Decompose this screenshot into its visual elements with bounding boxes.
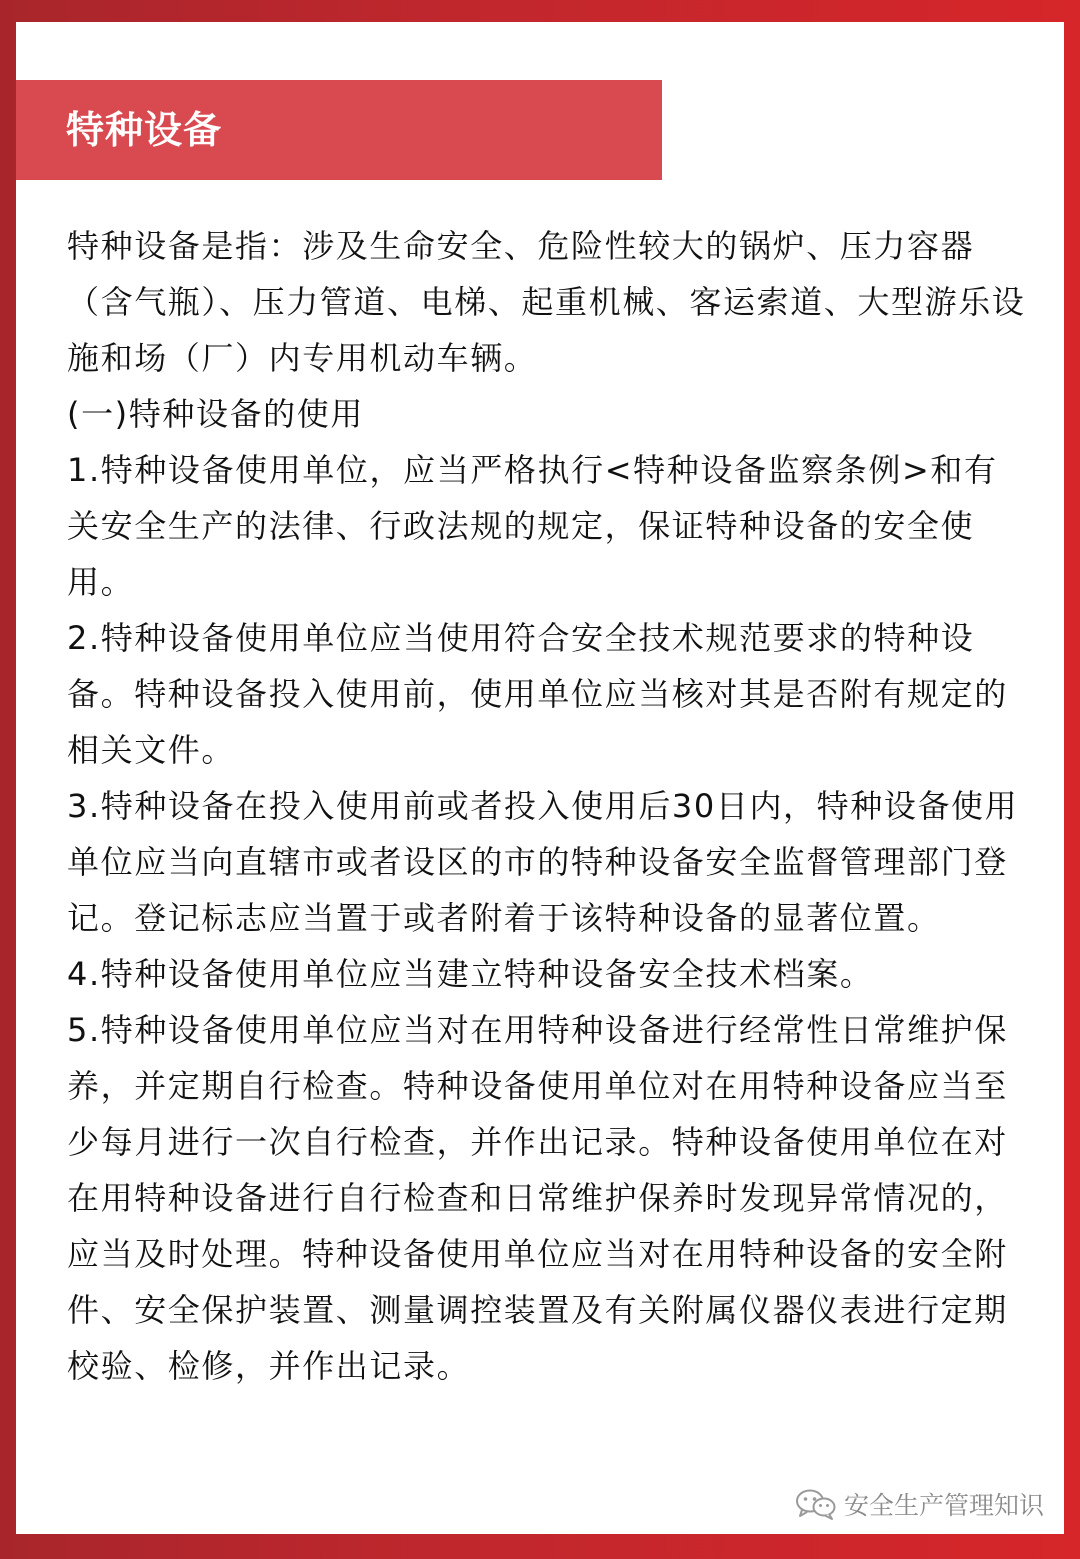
page-title: 特种设备 [66,108,223,152]
article-body [67,218,1027,1394]
paragraph-item-3: 3.特种设备在投入使用前或者投入使用后30日内，特种设备使用单位应当向直辖市或者设区的市的特种设备安全监督管理部门登记。登记标志应当置于或者附着于该特种设备的显著位置。 [67,787,1019,937]
paragraph-item-1: 1.特种设备使用单位，应当严格执行<特种设备监察条例>和有关安全生产的法律、行政法规的规定，保证特种设备的安全使用。 [67,451,998,601]
paragraph-item-5: 5.特种设备使用单位应当对在用特种设备进行经常性日常维护保养，并定期自行检查。特种设备使用单位对在用特种设备应当至少每月进行一次自行检查，并作出记录。特种设备使用单位在对在用特种设备进行自行检查和日常维护保养时发现异常情况的，应当及时处理。特种设备使用单位应当对在用特种设备的安全附件、安全保护装置、测量调控装置及有关附属仪器仪表进行定期校验、检修，并作出记录。 [67,1011,1008,1385]
title-banner [16,80,662,180]
section-heading-usage: (一)特种设备的使用 [67,395,364,433]
watermark-text: 安全生产管理知识 [843,1491,1044,1520]
wechat-icon [794,1487,838,1521]
paragraph-item-2: 2.特种设备使用单位应当使用符合安全技术规范要求的特种设备。特种设备投入使用前，使用单位应当核对其是否附有规定的相关文件。 [67,619,1008,769]
source-watermark [794,1484,1044,1524]
content-card [16,22,1064,1534]
paragraph-item-4: 4.特种设备使用单位应当建立特种设备安全技术档案。 [67,955,874,993]
paragraph-definition: 特种设备是指：涉及生命安全、危险性较大的锅炉、压力容器（含气瓶）、压力管道、电梯、起重机械、客运索道、大型游乐设施和场（厂）内专用机动车辆。 [67,227,1026,377]
